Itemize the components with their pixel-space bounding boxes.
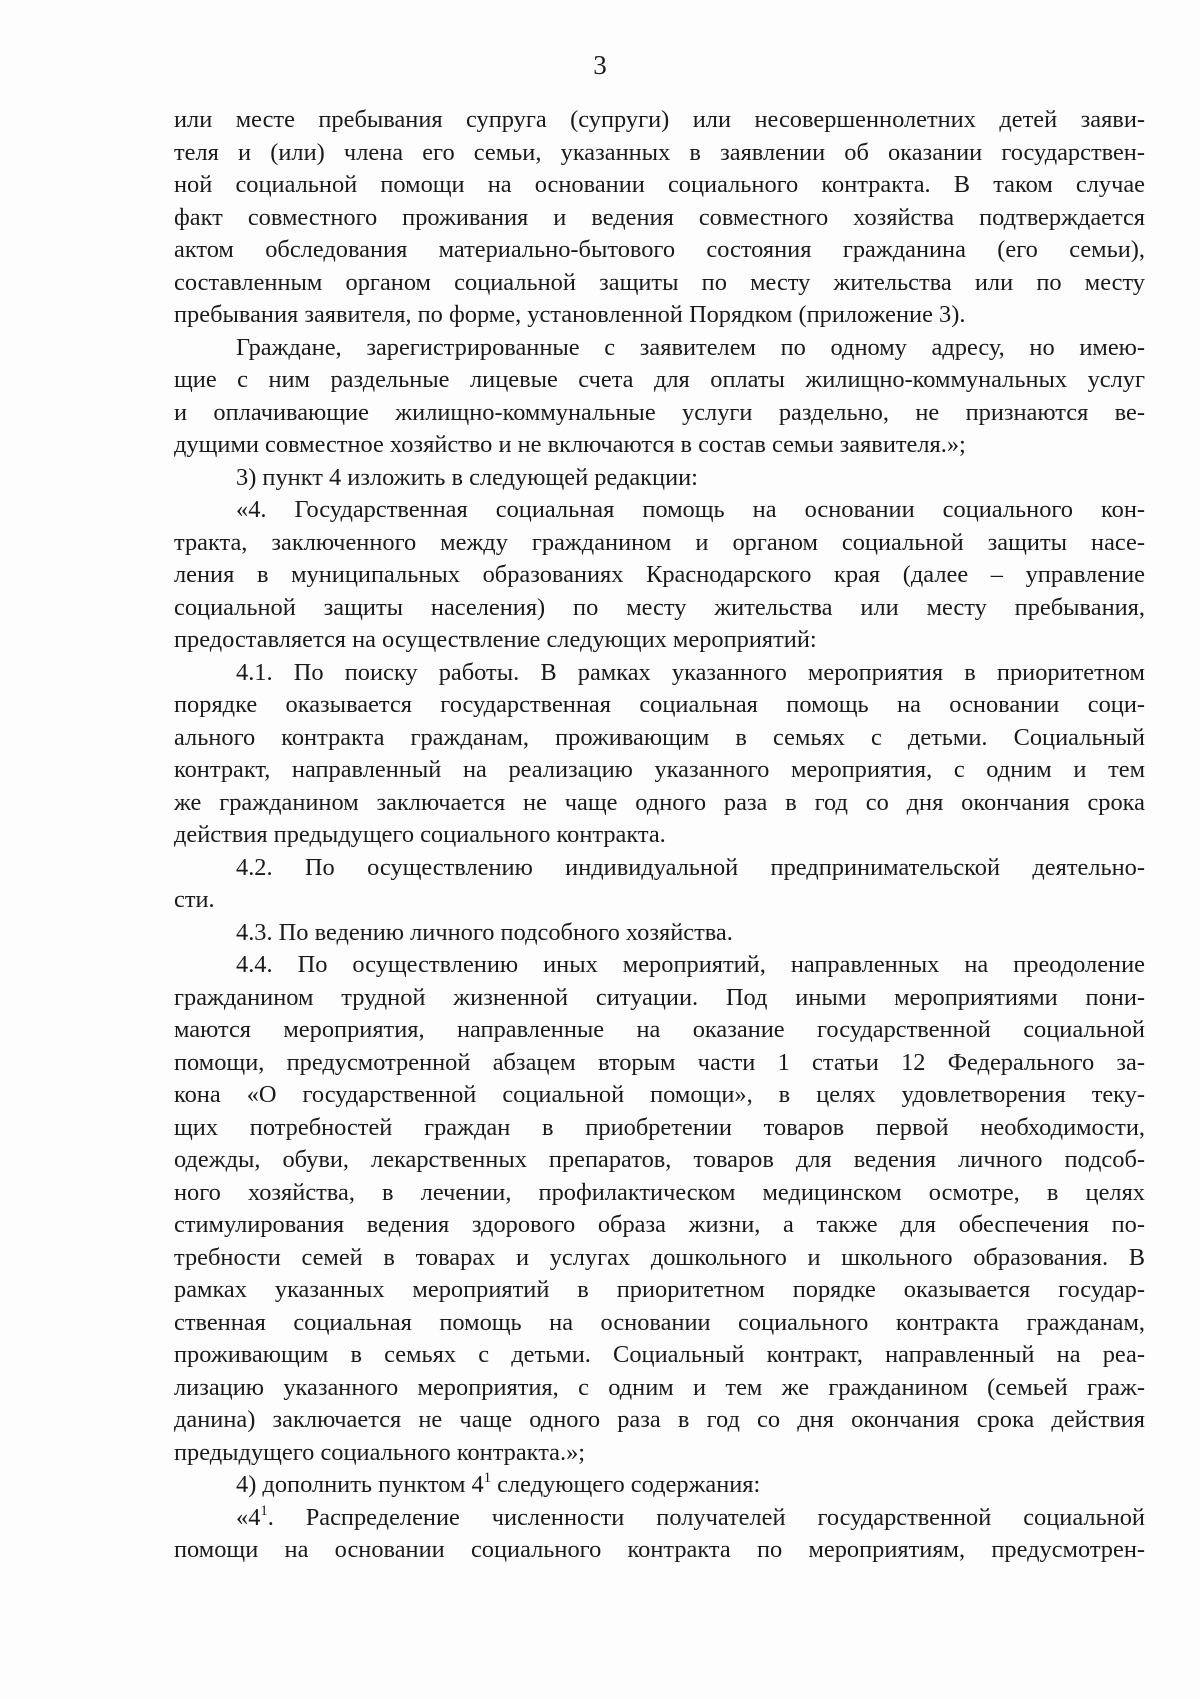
line-text: действия предыдущего социального контракта. — [174, 821, 666, 848]
text-line — [174, 722, 1145, 755]
line-text: ления в муниципальных образованиях Краснодарского края (далее – управление — [174, 561, 1145, 588]
text-line — [174, 1502, 1145, 1535]
text-line — [174, 624, 1145, 657]
line-text: ной социальной помощи на основании социального контракта. В таком случае — [174, 171, 1145, 198]
text-line — [174, 884, 1145, 917]
text-line — [174, 1437, 1145, 1470]
text-line — [174, 137, 1145, 170]
line-text: 3) пункт 4 изложить в следующей редакции: — [236, 463, 698, 491]
text-line — [174, 364, 1145, 397]
line-text: помощи, предусмотренной абзацем вторым части 1 статьи 12 Федерального за- — [174, 1048, 1145, 1076]
line-text: факт совместного проживания и ведения совместного хозяйства подтверждается — [174, 203, 1145, 231]
text-line — [174, 787, 1145, 820]
line-text: 4.3. По ведению личного подсобного хозяйства. — [236, 918, 733, 946]
superscript: 1 — [483, 1469, 492, 1486]
text-line — [174, 1209, 1145, 1242]
line-text: помощи на основании социального контракта по мероприятиям, предусмотрен- — [174, 1536, 1145, 1563]
line-text: ственная социальная помощь на основании социального контракта гражданам, — [174, 1308, 1145, 1336]
line-text: проживающим в семьях с детьми. Социальный контракт, направленный на реа- — [174, 1341, 1145, 1368]
text-line — [174, 1274, 1145, 1307]
line-text: . Распределение численности получателей государственной социальной — [267, 1503, 1145, 1531]
line-text: социальной защиты населения) по месту жительства или месту пребывания, — [174, 593, 1145, 621]
text-line — [174, 429, 1145, 462]
line-text: ного хозяйства, в лечении, профилактическом медицинском осмотре, в целях — [174, 1178, 1145, 1206]
text-line — [174, 1339, 1145, 1372]
line-text: ального контракта гражданам, проживающим в семьях с детьми. Социальный — [174, 723, 1145, 751]
line-text: сти. — [174, 886, 215, 913]
document-body — [174, 104, 1145, 1567]
text-line — [174, 1534, 1145, 1567]
text-line — [174, 1404, 1145, 1437]
line-text: 4) дополнить пунктом 4 — [236, 1471, 484, 1498]
superscript: 1 — [260, 1502, 268, 1519]
text-line — [174, 462, 1145, 495]
text-line — [174, 299, 1145, 332]
line-text: рамках указанных мероприятий в приоритетном порядке оказывается государ- — [174, 1276, 1145, 1303]
line-text: предоставляется на осуществление следующих мероприятий: — [174, 626, 817, 653]
line-text: щих потребностей граждан в приобретении товаров первой необходимости, — [174, 1113, 1145, 1141]
text-line — [174, 1177, 1145, 1210]
text-line — [174, 1469, 1145, 1502]
text-line — [174, 1372, 1145, 1405]
line-text: «4 — [236, 1503, 261, 1531]
line-text: лизацию указанного мероприятия, с одним и тем же гражданином (семьей граж- — [174, 1373, 1145, 1401]
line-text: актом обследования материально-бытового состояния гражданина (его семьи), — [174, 236, 1145, 263]
line-text: контракт, направленный на реализацию указанного мероприятия, с одним и тем — [174, 756, 1145, 783]
text-line — [174, 104, 1145, 137]
line-text: стимулирования ведения здорового образа жизни, а также для обеспечения по- — [174, 1211, 1145, 1238]
page-number: 3 — [593, 50, 607, 80]
text-line — [174, 754, 1145, 787]
text-line — [174, 917, 1145, 950]
text-line — [174, 527, 1145, 560]
text-line — [174, 494, 1145, 527]
text-line — [174, 852, 1145, 885]
line-text: требности семей в товарах и услугах дошкольного и школьного образования. В — [174, 1243, 1145, 1271]
line-text: составленным органом социальной защиты по месту жительства или по месту — [174, 268, 1145, 296]
line-text: маются мероприятия, направленные на оказание государственной социальной — [174, 1016, 1145, 1043]
text-line — [174, 592, 1145, 625]
text-line — [174, 1144, 1145, 1177]
text-line — [174, 689, 1145, 722]
text-line — [174, 202, 1145, 235]
line-text: одежды, обуви, лекарственных препаратов, товаров для ведения личного подсоб- — [174, 1146, 1145, 1173]
text-line — [174, 1079, 1145, 1112]
text-line — [174, 1112, 1145, 1145]
line-text: тракта, заключенного между гражданином и органом социальной защиты насе- — [174, 528, 1145, 556]
line-text: предыдущего социального контракта.»; — [174, 1438, 586, 1466]
line-text: или месте пребывания супруга (супруги) или несовершеннолетних детей заяви- — [174, 106, 1145, 133]
text-line — [174, 657, 1145, 690]
line-text: 4.1. По поиску работы. В рамках указанного мероприятия в приоритетном — [236, 658, 1145, 686]
text-line — [174, 1242, 1145, 1275]
line-text: кона «О государственной социальной помощи», в целях удовлетворения теку- — [174, 1081, 1145, 1108]
text-line — [174, 819, 1145, 852]
text-line — [174, 234, 1145, 267]
line-text: 4.2. По осуществлению индивидуальной предпринимательской деятельно- — [236, 853, 1145, 881]
line-text: дущими совместное хозяйство и не включаются в состав семьи заявителя.»; — [174, 431, 966, 458]
line-text: же гражданином заключается не чаще одного раза в год со дня окончания срока — [174, 788, 1145, 816]
text-line — [174, 1307, 1145, 1340]
line-text: пребывания заявителя, по форме, установленной Порядком (приложение 3). — [174, 301, 966, 328]
text-line — [174, 169, 1145, 202]
line-text: теля и (или) члена его семьи, указанных в заявлении об оказании государствен- — [174, 138, 1145, 166]
line-text: данина) заключается не чаще одного раза в год со дня окончания срока действия — [174, 1406, 1145, 1433]
line-text: и оплачивающие жилищно-коммунальные услуги раздельно, не признаются ве- — [174, 398, 1145, 426]
line-text: 4.4. По осуществлению иных мероприятий, направленных на преодоление — [236, 951, 1145, 978]
text-line — [174, 332, 1145, 365]
text-line — [174, 982, 1145, 1015]
text-line — [174, 267, 1145, 300]
text-line — [174, 397, 1145, 430]
text-line — [174, 949, 1145, 982]
line-text: щие с ним раздельные лицевые счета для оплаты жилищно-коммунальных услуг — [174, 366, 1145, 393]
text-line — [174, 559, 1145, 592]
line-text: следующего содержания: — [491, 1471, 761, 1498]
line-text: Граждане, зарегистрированные с заявителем по одному адресу, но имею- — [236, 333, 1145, 361]
line-text: гражданином трудной жизненной ситуации. Под иными мероприятиями пони- — [174, 983, 1145, 1011]
text-line — [174, 1014, 1145, 1047]
text-line — [174, 1047, 1145, 1080]
line-text: порядке оказывается государственная социальная помощь на основании соци- — [174, 691, 1145, 718]
line-text: «4. Государственная социальная помощь на основании социального кон- — [236, 496, 1145, 523]
